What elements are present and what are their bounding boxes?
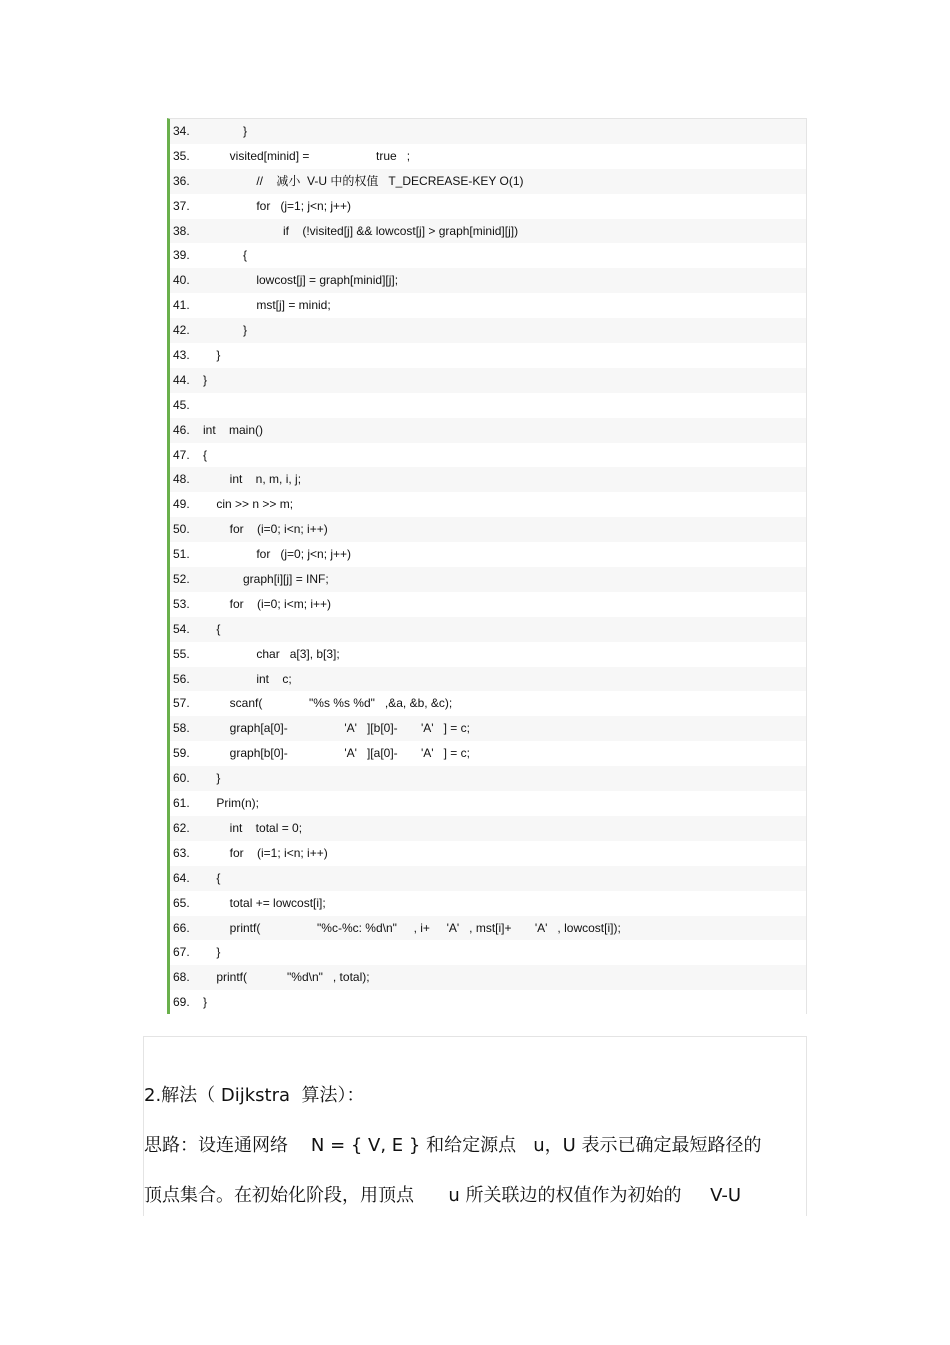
line-code: {	[203, 870, 221, 885]
line-number: 64.	[173, 870, 190, 885]
code-line	[170, 467, 806, 492]
line-code: cin >> n >> m;	[203, 497, 294, 512]
code-line	[170, 716, 806, 741]
line-number: 37.	[173, 198, 190, 213]
code-line	[170, 542, 806, 567]
code-line	[170, 443, 806, 468]
line-number: 61.	[173, 796, 190, 811]
line-number: 58.	[173, 721, 190, 736]
code-line	[170, 891, 806, 916]
line-code: for (j=1; j<n; j++)	[203, 198, 352, 213]
line-code: }	[203, 771, 221, 786]
code-line	[170, 293, 806, 318]
line-number: 50.	[173, 522, 190, 537]
paragraph-line-2: 顶点集合。在初始化阶段，用顶点 u 所关联边的权值作为初始的 V-U	[144, 1185, 741, 1206]
line-code: int total = 0;	[203, 820, 303, 835]
code-line	[170, 691, 806, 716]
line-number: 48.	[173, 472, 190, 487]
code-line	[170, 741, 806, 766]
line-code: visited[minid] = true ;	[203, 148, 411, 163]
line-code: char a[3], b[3];	[203, 646, 340, 661]
line-code: graph[i][j] = INF;	[203, 572, 329, 587]
line-code: {	[203, 447, 208, 462]
code-line	[170, 418, 806, 443]
code-line	[170, 965, 806, 990]
line-number: 46.	[173, 422, 190, 437]
line-number: 68.	[173, 970, 190, 985]
paragraph-line-1: 思路：设连通网络 N = { V, E } 和给定源点 u，U 表示已确定最短路径的	[144, 1135, 762, 1156]
text-panel	[143, 1036, 807, 1216]
code-line	[170, 492, 806, 517]
line-number: 67.	[173, 945, 190, 960]
code-line	[170, 567, 806, 592]
line-number: 57.	[173, 696, 190, 711]
line-number: 35.	[173, 148, 190, 163]
line-number: 65.	[173, 895, 190, 910]
line-code: mst[j] = minid;	[203, 298, 331, 313]
line-code: scanf( "%s %s %d" ,&a, &b, &c);	[203, 696, 453, 711]
line-code: printf( "%c-%c: %d\n" , i+ 'A' , mst[i]+ 'A' , lowcost[i]);	[203, 920, 621, 935]
line-number: 59.	[173, 746, 190, 761]
line-code: Prim(n);	[203, 796, 259, 811]
line-number: 53.	[173, 596, 190, 611]
code-line	[170, 343, 806, 368]
line-code: int c;	[203, 671, 292, 686]
code-line	[170, 393, 806, 418]
line-code: }	[203, 124, 248, 138]
line-code: }	[203, 348, 221, 363]
code-line	[170, 219, 806, 244]
code-line	[170, 841, 806, 866]
line-number: 36.	[173, 173, 190, 188]
line-number: 60.	[173, 771, 190, 786]
line-code: int main()	[203, 422, 264, 437]
line-number: 38.	[173, 223, 190, 238]
code-line	[170, 119, 806, 144]
line-code: for (i=0; i<m; i++)	[203, 596, 332, 611]
line-number: 62.	[173, 820, 190, 835]
line-number: 63.	[173, 845, 190, 860]
line-number: 34.	[173, 124, 190, 138]
code-line	[170, 592, 806, 617]
code-line	[170, 990, 806, 1015]
code-line	[170, 791, 806, 816]
code-line	[170, 194, 806, 219]
line-number: 49.	[173, 497, 190, 512]
line-code: }	[203, 372, 208, 387]
line-code: graph[b[0]- 'A' ][a[0]- 'A' ] = c;	[203, 746, 470, 761]
line-code: lowcost[j] = graph[minid][j];	[203, 273, 399, 288]
line-number: 52.	[173, 572, 190, 587]
line-number: 39.	[173, 248, 190, 263]
line-code: // 减小 V-U 中的权值 T_DECREASE-KEY O(1)	[203, 173, 524, 188]
line-number: 43.	[173, 348, 190, 363]
line-code: for (i=0; i<n; i++)	[203, 522, 328, 537]
line-code: }	[203, 323, 248, 338]
line-number: 42.	[173, 323, 190, 338]
code-line	[170, 916, 806, 941]
line-number: 51.	[173, 547, 190, 562]
code-line	[170, 169, 806, 194]
line-code: for (i=1; i<n; i++)	[203, 845, 328, 860]
line-code: }	[203, 995, 208, 1010]
line-code: graph[a[0]- 'A' ][b[0]- 'A' ] = c;	[203, 721, 470, 736]
code-listing	[167, 118, 807, 1014]
line-code: }	[203, 945, 221, 960]
line-number: 56.	[173, 671, 190, 686]
line-number: 54.	[173, 621, 190, 636]
line-code: total += lowcost[i];	[203, 895, 326, 910]
code-line	[170, 368, 806, 393]
line-number: 66.	[173, 920, 190, 935]
line-code: if (!visited[j] && lowcost[j] > graph[minid][j])	[203, 223, 519, 238]
line-code: {	[203, 248, 248, 263]
section-heading: 2.解法（ Dijkstra 算法）：	[144, 1085, 365, 1106]
code-line	[170, 144, 806, 169]
code-line	[170, 243, 806, 268]
line-code: {	[203, 621, 221, 636]
line-number: 55.	[173, 646, 190, 661]
line-code: for (j=0; j<n; j++)	[203, 547, 352, 562]
line-number: 45.	[173, 397, 190, 412]
line-number: 69.	[173, 995, 190, 1010]
code-line	[170, 766, 806, 791]
code-line	[170, 866, 806, 891]
code-line	[170, 517, 806, 542]
line-number: 44.	[173, 372, 190, 387]
line-code: printf( "%d\n" , total);	[203, 970, 370, 985]
code-line	[170, 617, 806, 642]
line-number: 40.	[173, 273, 190, 288]
line-number: 41.	[173, 298, 190, 313]
code-line	[170, 816, 806, 841]
code-line	[170, 667, 806, 692]
code-line	[170, 318, 806, 343]
code-line	[170, 642, 806, 667]
line-code: int n, m, i, j;	[203, 472, 302, 487]
code-line	[170, 268, 806, 293]
line-number: 47.	[173, 447, 190, 462]
code-line	[170, 940, 806, 965]
